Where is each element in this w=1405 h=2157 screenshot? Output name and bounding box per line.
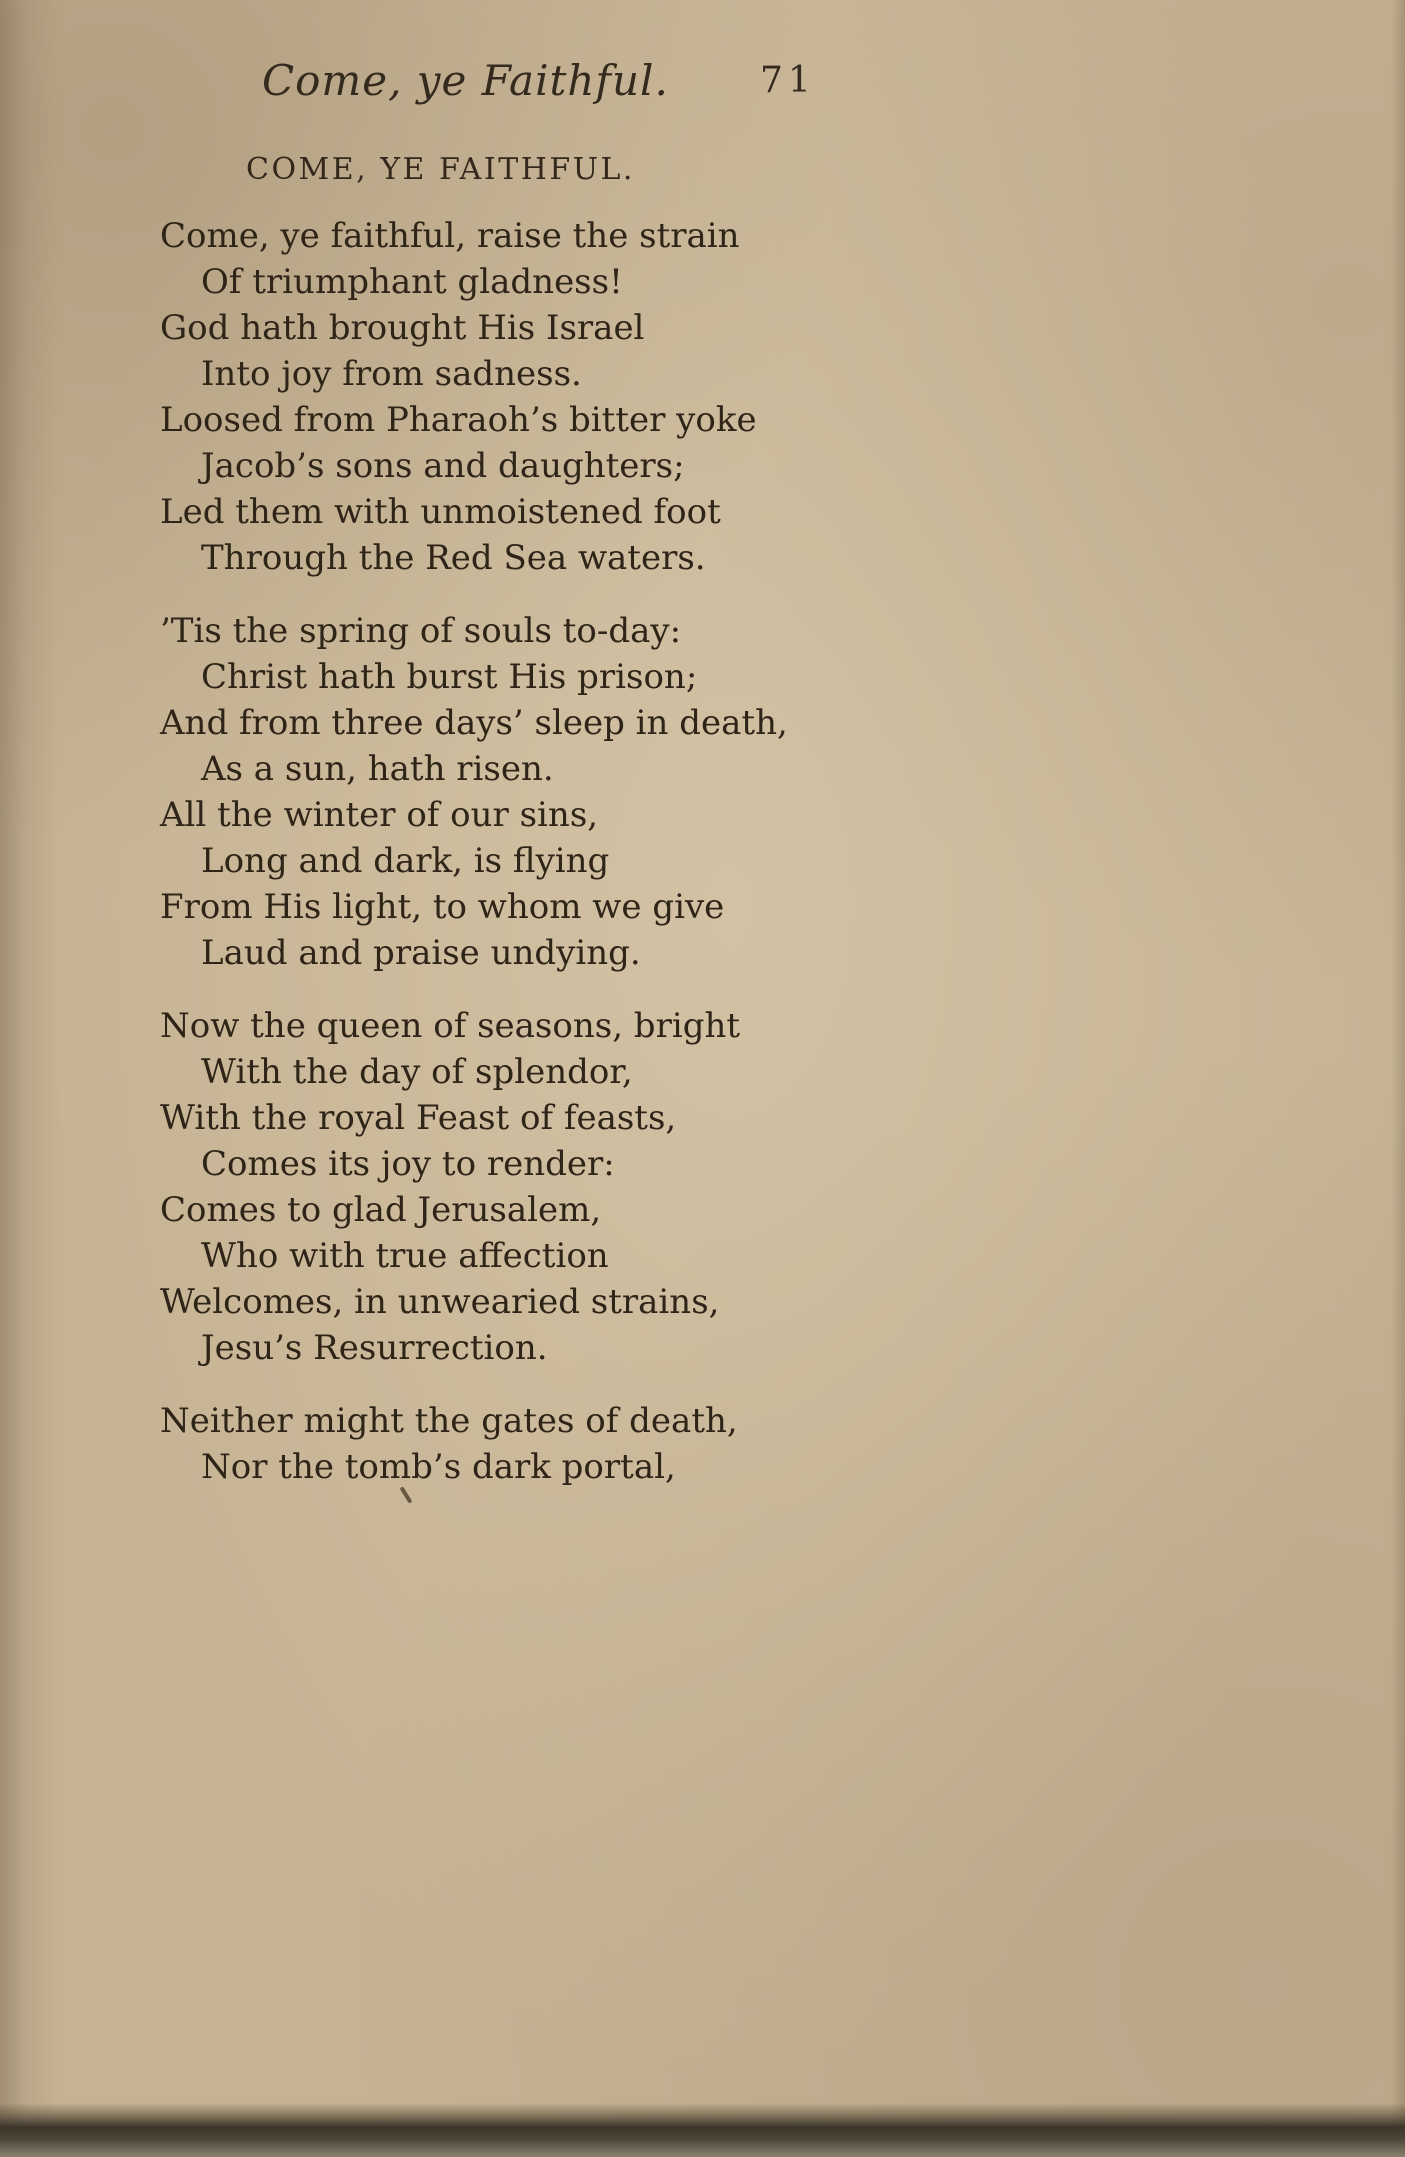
stanza-list — [160, 213, 1160, 1490]
hymn-line: God hath brought His Israel — [160, 308, 645, 348]
hymn-line: From His light, to whom we give — [160, 887, 725, 927]
stanza — [160, 213, 1160, 581]
hymn-line: Christ hath burst His prison; — [201, 657, 698, 697]
page-number: 71 — [760, 60, 816, 101]
hymn-line: Come, ye faithful, raise the strain — [160, 216, 740, 256]
hymn-line: Into joy from sadness. — [201, 354, 582, 394]
hymn-line: All the winter of our sins, — [160, 795, 599, 835]
hymn-line: Jesu’s Resurrection. — [201, 1328, 548, 1368]
hymn-line: Through the Red Sea waters. — [201, 538, 706, 578]
hymn-line: Welcomes, in unwearied strains, — [160, 1282, 720, 1322]
hymn-line: Who with true affection — [201, 1236, 609, 1276]
hymn-line: Of triumphant gladness! — [201, 262, 623, 302]
hymn-line: Neither might the gates of death, — [160, 1401, 738, 1441]
hymn-line: Loosed from Pharaoh’s bitter yoke — [160, 400, 757, 440]
hymn-line: With the day of splendor, — [201, 1052, 633, 1092]
hymn-line: Led them with unmoistened foot — [160, 492, 721, 532]
hymn-line: Nor the tomb’s dark portal, — [201, 1447, 676, 1487]
stanza — [160, 1003, 1160, 1371]
hymn-line: Long and dark, is flying — [201, 841, 610, 881]
page-right-edge-shading — [1391, 0, 1405, 2157]
hymn-line: As a sun, hath risen. — [201, 749, 554, 789]
hymn-line: Now the queen of seasons, bright — [160, 1006, 741, 1046]
page-bottom-edge — [0, 2103, 1405, 2157]
hymn-title: COME, YE FAITHFUL. — [246, 152, 635, 187]
hymn-line: With the royal Feast of feasts, — [160, 1098, 677, 1138]
hymn-line: Jacob’s sons and daughters; — [201, 446, 685, 486]
hymn-line: Comes to glad Jerusalem, — [160, 1190, 602, 1230]
stanza — [160, 608, 1160, 976]
hymn-line: Comes its joy to render: — [201, 1144, 615, 1184]
stanza — [160, 1398, 1160, 1490]
hymn-line: And from three days’ sleep in death, — [160, 703, 788, 743]
hymn-body — [160, 152, 1160, 1517]
running-title: Come, ye Faithful. — [262, 56, 669, 105]
hymn-line: Laud and praise undying. — [201, 933, 641, 973]
hymn-line: ’Tis the spring of souls to-day: — [160, 611, 682, 651]
